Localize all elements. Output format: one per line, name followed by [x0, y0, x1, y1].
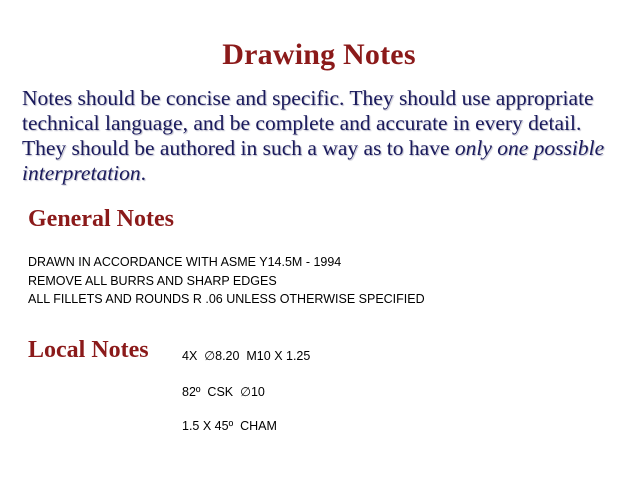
general-note-line: ALL FILLETS AND ROUNDS R .06 UNLESS OTHERWISE SPECIFIED [28, 292, 425, 306]
intro-emphasis: only one possible interpretation [22, 136, 605, 185]
local-note-line: 4X ∅8.20 M10 X 1.25 [182, 349, 311, 363]
general-note-line: DRAWN IN ACCORDANCE WITH ASME Y14.5M - 1994 [28, 255, 342, 269]
general-note-line: REMOVE ALL BURRS AND SHARP EDGES [28, 273, 277, 288]
general-notes-list [28, 253, 425, 309]
intro-paragraph [22, 86, 622, 186]
local-note-line: 82º CSK ∅10 [182, 385, 265, 399]
slide-title: Drawing Notes [222, 38, 416, 71]
intro-text: Notes should be concise and specific. They should use appropriate technical language, and be complete and accurate in every detail. They should be authored in such a way as to have [22, 86, 594, 160]
local-note-line: 1.5 X 45º CHAM [182, 419, 277, 433]
general-notes-heading: General Notes [28, 206, 174, 232]
local-notes-heading: Local Notes [28, 337, 149, 363]
intro-end: . [140, 161, 147, 185]
